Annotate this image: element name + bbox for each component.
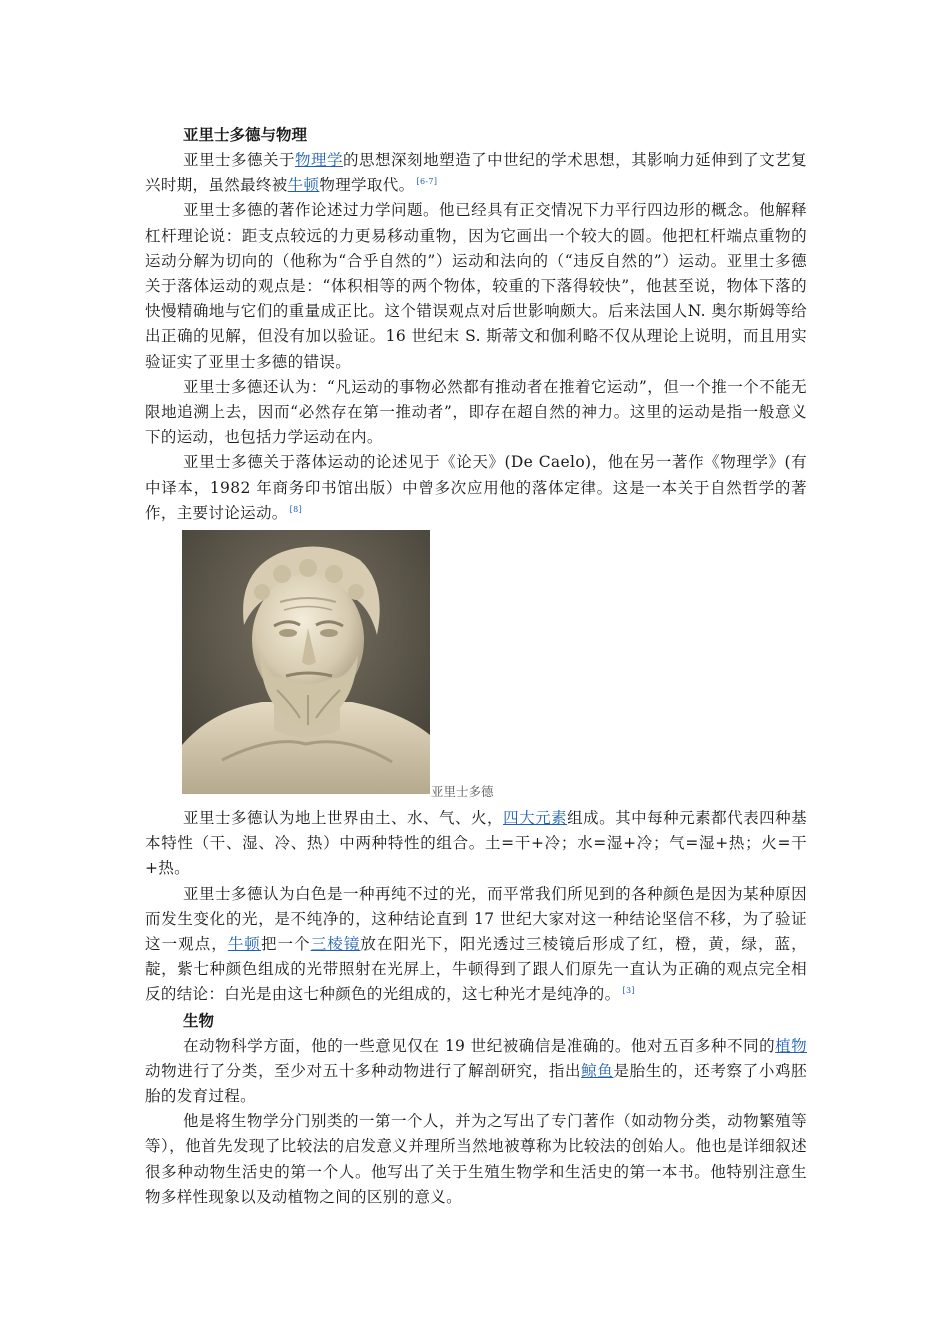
paragraph: [145, 806, 807, 882]
paragraph: 他是将生物学分门别类的一第一个人，并为之写出了专门著作（如动物分类，动物繁殖等等），他首先发现了比较法的启发意义并理所当然地被尊称为比较法的创始人。他也是详细叙述很多种动物生活史的第一个人。他写出了关于生殖生物学和生活史的第一本书。他特别注意生物多样性现象以及动植物之间的区别的意义。: [145, 1112, 807, 1206]
text: 放在阳光下，阳光透过三棱镜后形成了红，橙，黄，绿，蓝，靛，紫七种颜色组成的光带照射在光屏上，牛顿得到了跟人们原先一直认为正确的观点完全相反的结论：白光是由这七种颜色的光组成的，这七种光才是纯净的。: [145, 935, 807, 1004]
paragraph: [145, 882, 807, 1008]
image-caption: 亚里士多德: [431, 784, 494, 800]
link-newton[interactable]: 牛顿: [227, 935, 261, 954]
paragraph: [145, 1034, 807, 1110]
link-whale[interactable]: 鲸鱼: [581, 1061, 614, 1080]
paragraph: 亚里士多德的著作论述过力学问题。他已经具有正交情况下力平行四边形的概念。他解释杠杆理论说：距支点较远的力更易移动重物，因为它画出一个较大的圆。他把杠杆端点重物的运动分解为切向的（他称为“合乎自然的”）运动和法向的（“违反自然的”）运动。亚里士多德关于落体运动的观点是：“体积相等的两个物体，较重的下落得较快”，他甚至说，物体下落的快慢精确地与它们的重量成正比。这个错误观点对后世影响颇大。后来法国人N. 奥尔斯姆等给出正确的见解，但没有加以验证。16 世纪末 S. 斯蒂文和伽利略不仅从理论上说明，而且用实验证实了亚里士多德的错误。: [145, 201, 807, 371]
paragraph: [145, 148, 807, 198]
text: 物理学取代。: [319, 176, 415, 195]
citation-ref[interactable]: [8]: [289, 504, 303, 514]
link-prism[interactable]: 三棱镜: [310, 935, 361, 954]
text: 组成。其中每种元素都代表四种基本特性（干、湿、冷、热）中两种特性的组合。土=干+冷；水=湿+冷；气=湿+热；火=干+热。: [145, 809, 807, 878]
text: 在动物科学方面，他的一些意见仅在 19 世纪被确信是准确的。他对五百多种不同的: [183, 1036, 776, 1055]
figure: [182, 530, 807, 800]
citation-ref[interactable]: [6-7]: [416, 177, 438, 187]
text: 是胎生的，还考察了小鸡胚胎的发育过程。: [145, 1061, 808, 1106]
text: 动物进行了分类，至少对五十多种动物进行了解剖研究，指出: [145, 1061, 582, 1080]
text: 亚里士多德认为地上世界由土、水、气、火，: [183, 809, 504, 828]
aristotle-bust-image: [182, 530, 430, 794]
link-newton[interactable]: 牛顿: [287, 176, 320, 195]
document-page: [145, 122, 807, 1210]
text: 亚里士多德关于: [183, 151, 296, 169]
text: 亚里士多德关于落体运动的论述见于《论天》(De Caelo)，他在另一著作《物理学》(有中译本，1982 年商务印书馆出版）中曾多次应用他的落体定律。这是一本关于自然哲学的著作，主要讨论运动。: [145, 453, 807, 522]
text: 亚里士多德认为白色是一种再纯不过的光，而平常我们所见到的各种颜色是因为某种原因而发生变化的光，是不纯净的，这种结论直到 17 世纪大家对这一种结论坚信不移，为了验证这一观点，: [145, 884, 807, 954]
paragraph: [145, 450, 807, 526]
link-physics[interactable]: 物理学: [295, 151, 344, 169]
link-plants[interactable]: 植物: [775, 1036, 807, 1055]
paragraph: 亚里士多德还认为：“凡运动的事物必然都有推动者在推着它运动”，但一个推一个不能无限地追溯上去，因而“必然存在第一推动者”，即存在超自然的神力。这里的运动是指一般意义下的运动，也包括力学运动在内。: [145, 377, 807, 447]
section-heading-physics: 亚里士多德与物理: [183, 125, 308, 144]
citation-ref[interactable]: [3]: [622, 986, 635, 996]
section-heading-biology: 生物: [183, 1010, 215, 1030]
text: 的思想深刻地塑造了中世纪的学术思想，其影响力延伸到了文艺复兴时期，虽然最终被: [145, 151, 807, 195]
link-four-elements[interactable]: 四大元素: [503, 809, 568, 828]
text: 把一个: [260, 935, 311, 954]
